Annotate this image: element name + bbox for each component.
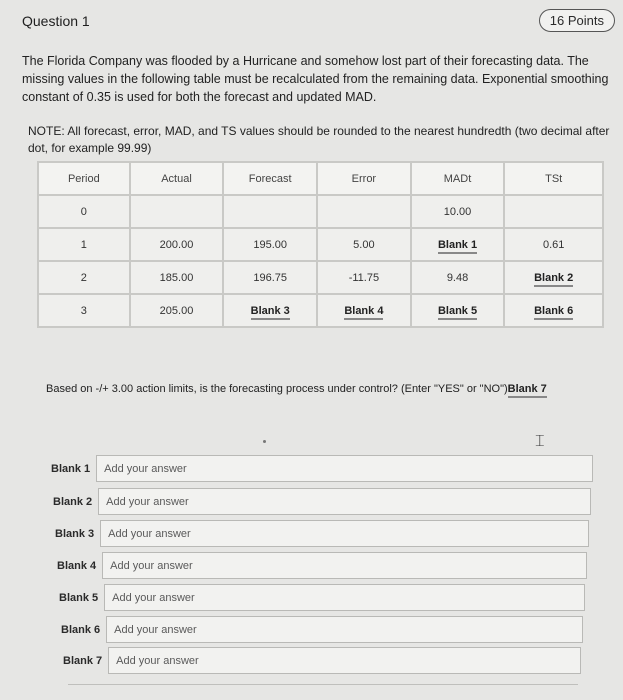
- cell-forecast: [223, 195, 317, 228]
- cell-forecast: 195.00: [223, 228, 317, 261]
- answer-label: Blank 6: [61, 623, 101, 636]
- cell-error: 5.00: [317, 228, 411, 261]
- divider: [68, 684, 578, 685]
- cell-forecast-blank: [223, 294, 317, 327]
- header-actual: Actual: [130, 162, 224, 195]
- cell-actual: [130, 195, 224, 228]
- blank-6-input[interactable]: [106, 616, 583, 643]
- cell-ts: [504, 195, 603, 228]
- header-ts: TSt: [504, 162, 603, 195]
- answer-label: Blank 5: [59, 591, 99, 604]
- blank-5-input[interactable]: [104, 584, 585, 611]
- header-mad: MADt: [411, 162, 505, 195]
- answer-label: Blank 4: [57, 559, 97, 572]
- blank-7-input[interactable]: [108, 647, 581, 674]
- blank-7-ref: Blank 7: [508, 383, 547, 398]
- cell-error-blank: [317, 294, 411, 327]
- blank-4-input[interactable]: [102, 552, 587, 579]
- blank-6-ref: Blank 6: [534, 305, 573, 320]
- table-header-row: [38, 162, 603, 195]
- decorative-dot: [263, 440, 266, 443]
- cell-ts: 0.61: [504, 228, 603, 261]
- cell-period: 0: [38, 195, 130, 228]
- cell-actual: 185.00: [130, 261, 224, 294]
- blank-3-input[interactable]: [100, 520, 589, 547]
- answer-row-blank-1: [51, 455, 593, 482]
- cell-error: -11.75: [317, 261, 411, 294]
- table-row: [38, 195, 603, 228]
- header-forecast: Forecast: [223, 162, 317, 195]
- blank-5-ref: Blank 5: [438, 305, 477, 320]
- cell-mad-blank: [411, 294, 505, 327]
- answer-row-blank-7: [63, 647, 581, 674]
- cell-ts-blank: [504, 261, 603, 294]
- cell-actual: 205.00: [130, 294, 224, 327]
- answer-label: Blank 7: [63, 654, 103, 667]
- cell-period: 2: [38, 261, 130, 294]
- blank-4-ref: Blank 4: [344, 305, 383, 320]
- rounding-note: NOTE: All forecast, error, MAD, and TS values should be rounded to the nearest hundredth (two decimal after dot, for example 99.99): [28, 124, 610, 155]
- answer-row-blank-3: [55, 520, 589, 547]
- answer-row-blank-6: [61, 616, 583, 643]
- text-cursor-icon: ⌶: [535, 433, 545, 450]
- blank-2-input[interactable]: [98, 488, 591, 515]
- answer-row-blank-5: [59, 584, 585, 611]
- cell-period: 3: [38, 294, 130, 327]
- answer-label: Blank 1: [51, 462, 91, 475]
- points-badge: 16 Points: [539, 9, 615, 32]
- question-header: [0, 0, 623, 40]
- answer-label: Blank 3: [55, 527, 95, 540]
- blank-2-ref: Blank 2: [534, 272, 573, 287]
- blank-3-ref: Blank 3: [251, 305, 290, 320]
- blank-1-input[interactable]: [96, 455, 593, 482]
- cell-period: 1: [38, 228, 130, 261]
- cell-error: [317, 195, 411, 228]
- cell-forecast: 196.75: [223, 261, 317, 294]
- table-row: [38, 294, 603, 327]
- cell-actual: 200.00: [130, 228, 224, 261]
- blank-1-ref: Blank 1: [438, 239, 477, 254]
- answer-row-blank-2: [53, 488, 591, 515]
- control-question-text: Based on -/+ 3.00 action limits, is the forecasting process under control? (Enter "YES" or "NO"): [46, 383, 508, 395]
- header-period: Period: [38, 162, 130, 195]
- control-question: [46, 383, 547, 395]
- cell-mad-blank: [411, 228, 505, 261]
- cell-mad: 9.48: [411, 261, 505, 294]
- cell-ts-blank: [504, 294, 603, 327]
- question-text: The Florida Company was flooded by a Hurricane and somehow lost part of their forecasting data. The missing values in the following table must be recalculated from the remaining data. Exponential smoothing constant of 0.35 is used for both the forecast and updated MAD.: [22, 54, 609, 104]
- answer-row-blank-4: [57, 552, 587, 579]
- table-row: [38, 228, 603, 261]
- question-title: Question 1: [22, 13, 90, 29]
- cell-mad: 10.00: [411, 195, 505, 228]
- answer-label: Blank 2: [53, 495, 93, 508]
- forecast-table: [37, 161, 604, 328]
- table-row: [38, 261, 603, 294]
- header-error: Error: [317, 162, 411, 195]
